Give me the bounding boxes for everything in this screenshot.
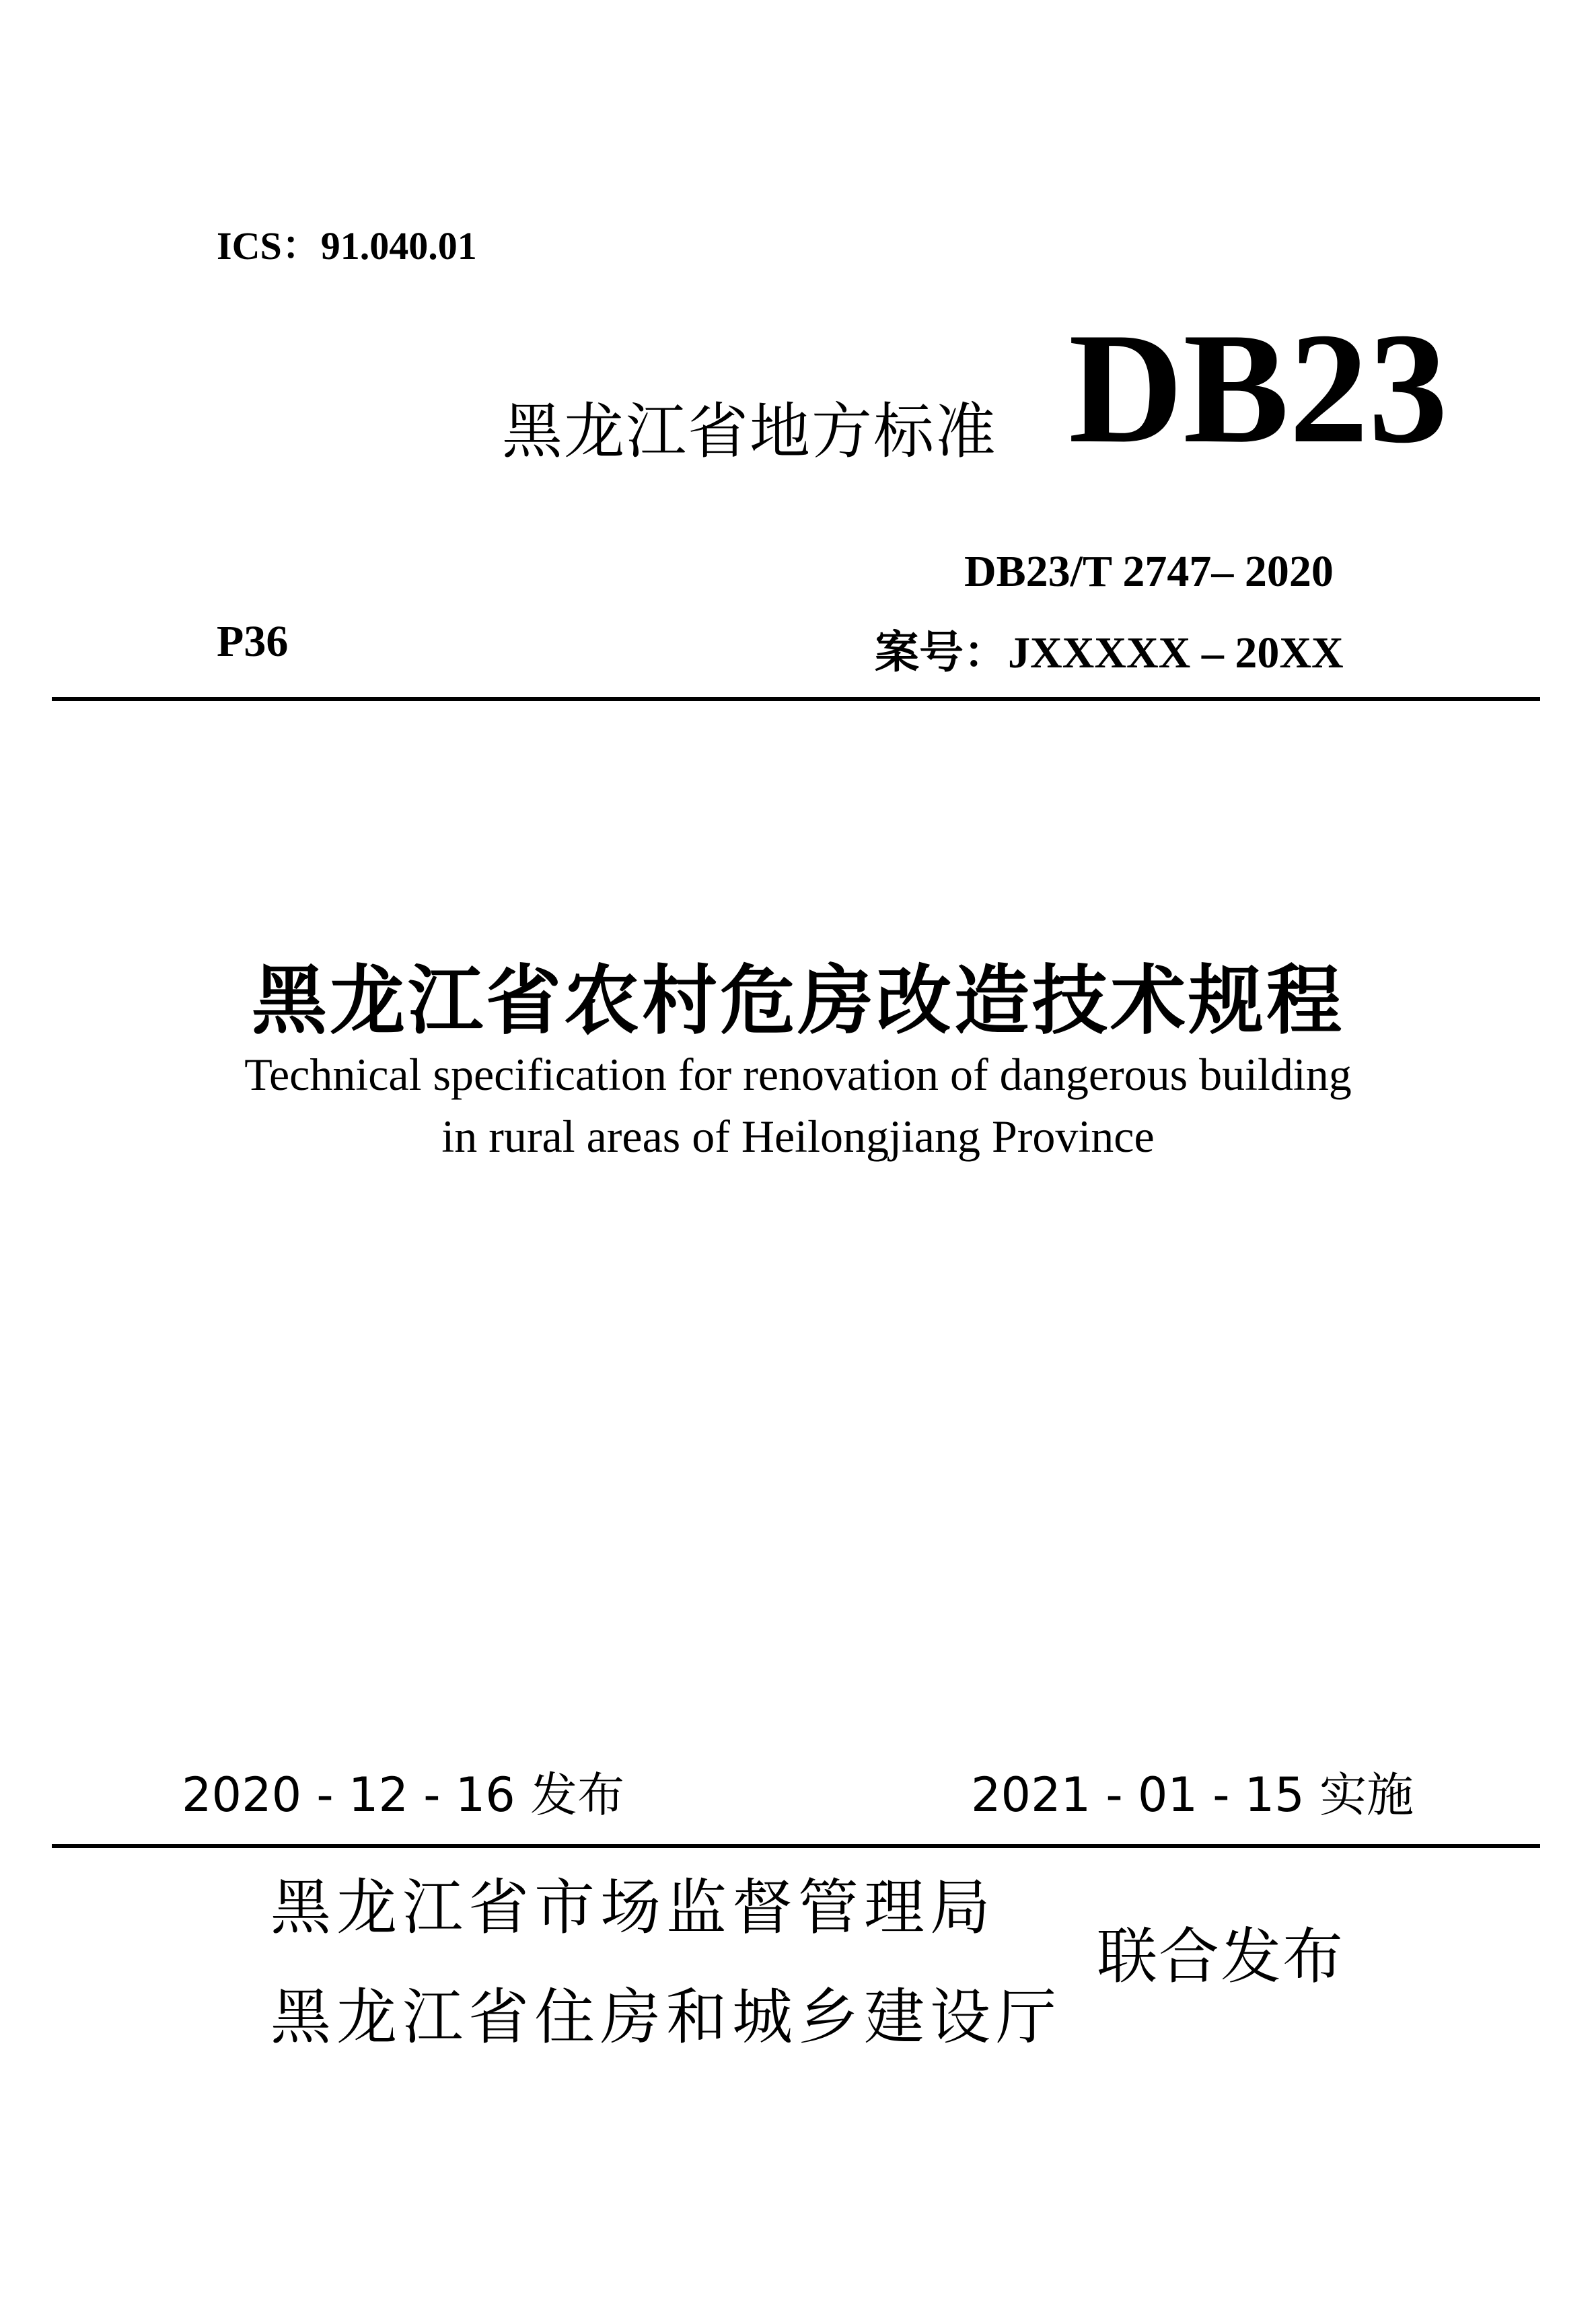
title-chinese: 黑龙江省农村危房改造技术规程 [252,957,1344,1045]
standard-number: DB23/T 2747– 2020 [964,547,1334,596]
issuer-market-supervision: 黑龙江省市场监督管理局 [270,1872,996,1943]
title-english-line1: Technical specification for renovation of dangerous building [244,1049,1352,1100]
title-english-line2: in rural areas of Heilongjiang Province [441,1111,1155,1162]
standard-code-logo: DB23 [1068,301,1448,476]
standard-type-label: 黑龙江省地方标准 [502,396,997,467]
header-divider [52,697,1540,701]
record-number: 案号：JXXXXX – 20XX [875,628,1344,677]
footer-divider [52,1844,1540,1848]
issuer-housing-construction: 黑龙江省住房和城乡建设厅 [270,1982,1062,2053]
joint-issue-label: 联合发布 [1097,1921,1344,1992]
implementation-date: 2021 - 01 - 15 实施 [971,1767,1414,1823]
ics-code: ICS：91.040.01 [217,224,477,268]
issue-date: 2020 - 12 - 16 发布 [182,1767,625,1823]
category-code: P36 [217,617,289,666]
